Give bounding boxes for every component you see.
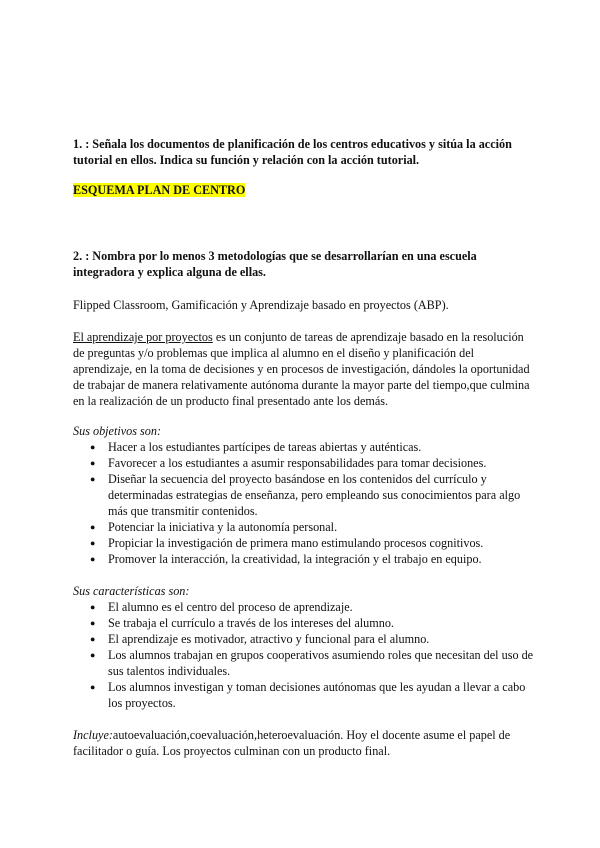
question-2: 2. : Nombra por lo menos 3 metodologías que se desarrollarían en una escuela integradora y explica alguna de ellas. <box>73 249 477 279</box>
list-item: ● Se trabaja el currículo a través de los intereses del alumno. <box>73 615 535 631</box>
list-item: ● Favorecer a los estudiantes a asumir responsabilidades para tomar decisiones. <box>73 455 535 471</box>
abp-paragraph <box>73 329 535 409</box>
includes-paragraph <box>73 727 535 759</box>
list-item: ● Los alumnos investigan y toman decisiones autónomas que les ayudan a llevar a cabo los proyectos. <box>73 679 535 711</box>
highlighted-heading-text: ESQUEMA PLAN DE CENTRO <box>73 183 246 197</box>
list-item: ● El alumno es el centro del proceso de aprendizaje. <box>73 599 535 615</box>
abp-description: es un conjunto de tareas de aprendizaje basado en la resolución de preguntas y/o problemas que implica al alumno en el diseño y planificación del aprendizaje, en la toma de decisiones y en procesos de investigación, dándoles la oportunidad de trabajar de manera relativamente autónoma durante la mayor parte del tiempo,que culmina en la realización de un producto final presentado ante los demás. <box>73 330 530 408</box>
list-item: ● Los alumnos trabajan en grupos cooperativos asumiendo roles que necesitan del uso de sus talentos individuales. <box>73 647 535 679</box>
highlighted-heading <box>73 182 535 198</box>
question-1: 1. : Señala los documentos de planificación de los centros educativos y sitúa la acción tutorial en ellos. Indica su función y relación con la acción tutorial. <box>73 137 512 167</box>
methods-paragraph: Flipped Classroom, Gamificación y Aprendizaje basado en proyectos (ABP). <box>73 298 449 312</box>
list-item: ● Hacer a los estudiantes partícipes de tareas abiertas y auténticas. <box>73 439 535 455</box>
list-item: ● Promover la interacción, la creatividad, la integración y el trabajo en equipo. <box>73 551 535 567</box>
list-item: ● Propiciar la investigación de primera mano estimulando procesos cognitivos. <box>73 535 535 551</box>
list-item: ● Potenciar la iniciativa y la autonomía personal. <box>73 519 535 535</box>
characteristics-list <box>73 599 535 711</box>
includes-text: autoevaluación,coevaluación,heteroevaluación. Hoy el docente asume el papel de facilitador o guía. Los proyectos culminan con un producto final. <box>73 728 511 758</box>
includes-label: Incluye: <box>73 728 113 742</box>
list-item: ● Diseñar la secuencia del proyecto basándose en los contenidos del currículo y determinadas estrategias de enseñanza, pero empleando sus conocimientos para algo más que transmitir contenidos. <box>73 471 535 519</box>
list-item: ● El aprendizaje es motivador, atractivo y funcional para el alumno. <box>73 631 535 647</box>
characteristics-heading: Sus características son: <box>73 584 190 598</box>
objectives-list <box>73 439 535 567</box>
abp-term: El aprendizaje por proyectos <box>73 330 213 344</box>
objectives-heading: Sus objetivos son: <box>73 424 162 438</box>
